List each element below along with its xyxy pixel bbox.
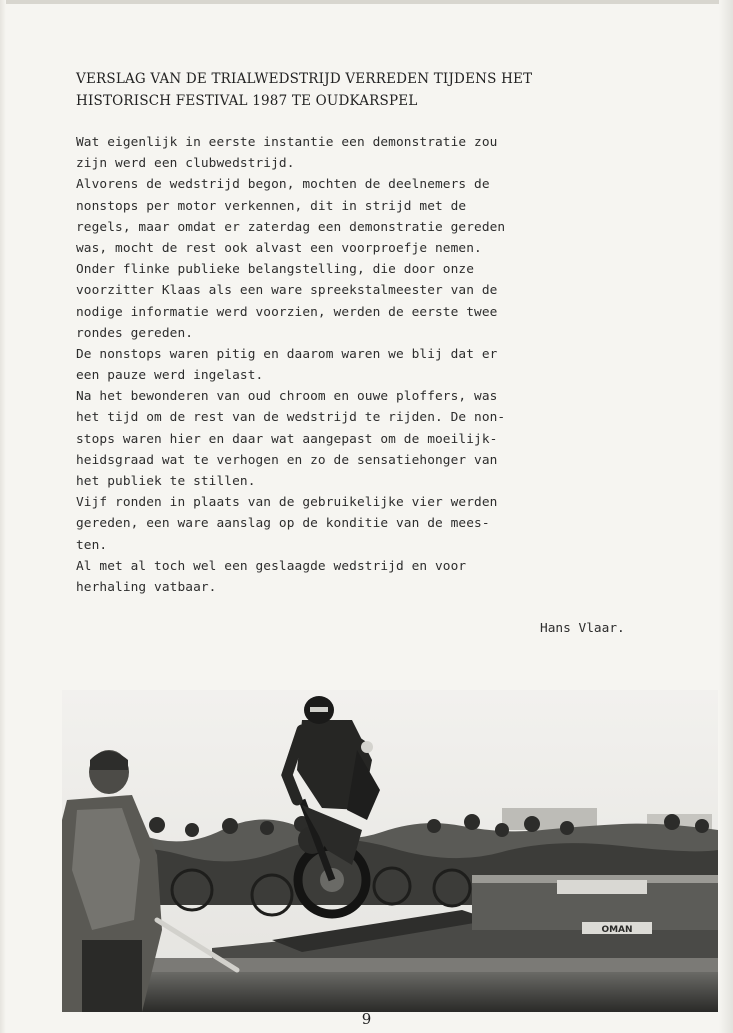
body-line: was, mocht de rest ook alvast een voorproefje nemen. [76,240,482,256]
page-edge-left [0,0,6,1033]
article-title [76,68,676,112]
body-line: Alvorens de wedstrijd begon, mochten de deelnemers de [76,177,490,193]
author-signature: Hans Vlaar. [540,621,625,636]
body-line: Al met al toch wel een geslaagde wedstrijd en voor [76,558,467,574]
body-line: een pauze werd ingelast. [76,368,264,384]
body-line: Wat eigenlijk in eerste instantie een demonstratie zou [76,135,498,150]
body-line: nodige informatie werd voorzien, werden de eerste twee [76,304,498,320]
page-edge-top [0,0,733,4]
body-line: stops waren hier en daar wat aangepast om de moeilijk- [76,431,498,447]
body-line: Vijf ronden in plaats van de gebruikelijke vier werden [76,495,498,511]
title-line-2: HISTORISCH FESTIVAL 1987 TE OUDKARSPEL [76,93,418,109]
page-edge-right [719,0,733,1033]
body-line: zijn werd een clubwedstrijd. [76,156,295,172]
trial-photo [62,690,718,1012]
body-line: rondes gereden. [76,325,194,341]
body-line: De nonstops waren pitig en daarom waren we blij dat er [76,346,498,362]
body-line: Onder flinke publieke belangstelling, die door onze [76,262,475,278]
body-line: het tijd om de rest van de wedstrijd te rijden. De non- [76,410,506,426]
body-line: regels, maar omdat er zaterdag een demonstratie gereden [76,219,506,235]
body-line: herhaling vatbaar. [76,579,217,595]
body-line: gereden, een ware aanslag op de konditie van de mees- [76,516,490,532]
title-line-1: VERSLAG VAN DE TRIALWEDSTRIJD VERREDEN TIJDENS HET [76,71,533,87]
body-line: heidsgraad wat te verhogen en zo de sensatiehonger van [76,452,498,468]
article-body [76,132,676,598]
page-number: 9 [361,1010,372,1028]
banner-sign: OMAN [601,925,633,935]
body-line: voorzitter Klaas als een ware spreekstalmeester van de [76,283,498,299]
body-line: Na het bewonderen van oud chroom en ouwe ploffers, was [76,389,498,405]
body-line: het publiek te stillen. [76,474,256,489]
body-line: ten. [76,537,108,553]
body-line: nonstops per motor verkennen, dit in strijd met de [76,198,467,214]
